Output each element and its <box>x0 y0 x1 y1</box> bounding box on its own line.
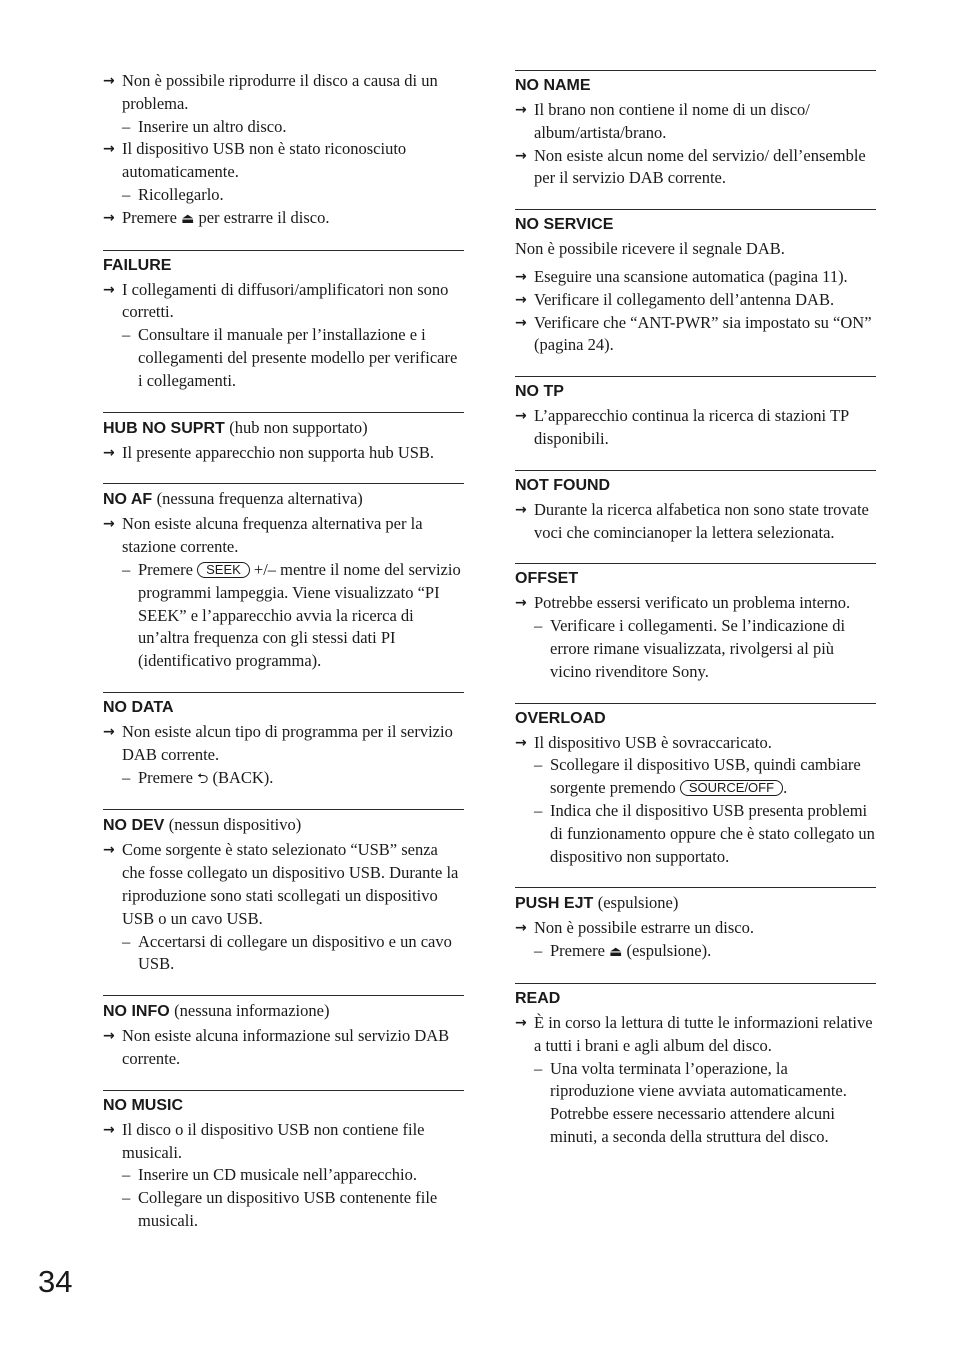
arrow-icon: → <box>515 291 527 308</box>
section-hub-no-suprt <box>103 412 464 465</box>
arrow-icon: → <box>515 314 527 331</box>
remedy-item <box>122 767 464 791</box>
arrow-icon: → <box>103 516 115 533</box>
section-heading <box>515 568 876 590</box>
arrow-icon: → <box>515 595 527 612</box>
arrow-icon: → <box>515 920 527 937</box>
arrow-icon: → <box>515 408 527 425</box>
error-term: NO INFO <box>103 1003 170 1021</box>
remedy-item <box>122 931 464 977</box>
cause-text: I collegamenti di diffusori/amplificatori non sono corretti. <box>122 279 449 322</box>
section-no-service <box>515 209 876 357</box>
section-no-af <box>103 483 464 673</box>
cause-item <box>103 1025 464 1071</box>
section-no-name <box>515 70 876 190</box>
error-gloss: (hub non supportato) <box>229 417 368 437</box>
cause-text-pre: Premere <box>122 207 177 227</box>
error-gloss: (nessuna frequenza alternativa) <box>156 489 363 509</box>
error-term: NO MUSIC <box>103 1096 183 1114</box>
cause-text: Non esiste alcuna frequenza alternativa per la stazione corrente. <box>122 514 423 557</box>
cause-item <box>515 266 876 289</box>
section-failure <box>103 250 464 393</box>
cause-text: Il brano non contiene il nome di un disco/ album/artista/brano. <box>534 100 810 142</box>
section-continued-causes <box>103 70 464 231</box>
error-term: PUSH EJT <box>515 895 594 913</box>
cause-item <box>103 442 464 465</box>
remedy-text-post: . <box>783 778 788 798</box>
page-number: 34 <box>38 1264 73 1299</box>
cause-text: Il presente apparecchio non supporta hub USB. <box>122 442 435 462</box>
error-term: NO DATA <box>103 698 174 716</box>
remedy-text-post: (BACK). <box>212 767 274 787</box>
cause-text: Non esiste alcun nome del servizio/ dell’ensemble per il servizio DAB corrente. <box>534 145 866 188</box>
cause-item <box>515 917 876 964</box>
cause-item <box>515 1012 876 1149</box>
cause-text: Potrebbe essersi verificato un problema interno. <box>534 593 851 613</box>
section-offset <box>515 563 876 683</box>
remedy-item <box>534 800 876 868</box>
source-off-button-label: SOURCE/OFF <box>680 780 783 796</box>
eject-icon: ⏏ <box>609 944 623 961</box>
right-column <box>515 70 876 1168</box>
section-no-info <box>103 995 464 1071</box>
arrow-icon: → <box>103 1028 115 1045</box>
arrow-icon: → <box>103 281 115 298</box>
error-term: NO TP <box>515 383 564 401</box>
remedy-item <box>122 1164 464 1187</box>
remedy-text-pre: Scollegare il dispositivo USB, quindi cambiare sorgente premendo <box>550 755 861 798</box>
cause-item <box>515 732 876 869</box>
cause-text: Il disco o il dispositivo USB non contiene file musicali. <box>122 1119 425 1162</box>
remedy-item <box>122 116 464 139</box>
cause-text: Verificare che “ANT-PWR” sia impostato su “ON” (pagina 24). <box>534 312 872 355</box>
seek-button-label: SEEK <box>197 562 250 578</box>
dash-icon: – <box>122 1165 131 1185</box>
remedy-text-pre: Premere <box>138 559 193 579</box>
remedy-item <box>122 324 464 392</box>
section-heading <box>103 255 464 277</box>
cause-text: Non è possibile riprodurre il disco a causa di un problema. <box>122 71 438 113</box>
section-intro: Non è possibile ricevere il segnale DAB. <box>515 239 785 259</box>
arrow-icon: → <box>515 147 527 164</box>
cause-item <box>515 499 876 545</box>
cause-item <box>515 289 876 312</box>
cause-text: È in corso la lettura di tutte le informazioni relative a tutti i brani e agli album del disco. <box>534 1012 873 1055</box>
dash-icon: – <box>122 325 131 345</box>
cause-item <box>515 405 876 451</box>
dash-icon: – <box>122 1188 131 1208</box>
section-heading <box>515 708 876 730</box>
error-term: HUB NO SUPRT <box>103 419 225 437</box>
remedy-text-post: +/– mentre il nome del servizio programmi lampeggia. Viene visualizzato “PI SEEK” e l’apparecchio avvia la ricerca di un’altra frequenza con gli stessi dati PI (identificativo programma). <box>138 559 461 671</box>
error-term: FAILURE <box>103 256 172 274</box>
arrow-icon: → <box>515 1014 527 1031</box>
remedy-text-pre: Premere <box>550 941 605 961</box>
remedy-text: Una volta terminata l’operazione, la riproduzione viene avviata automaticamente. Potrebbe essere necessario attendere alcuni minuti, a seconda della struttura del disco. <box>550 1058 847 1146</box>
eject-icon: ⏏ <box>181 210 195 227</box>
cause-item <box>103 721 464 790</box>
section-heading <box>515 381 876 403</box>
cause-item <box>103 839 464 976</box>
remedy-text: Verificare i collegamenti. Se l’indicazione di errore rimane visualizzata, rivolgersi al più vicino rivenditore Sony. <box>550 616 846 681</box>
remedy-item <box>534 940 876 964</box>
remedy-text: Consultare il manuale per l’installazione e i collegamenti del presente modello per verificare i collegamenti. <box>138 325 458 390</box>
arrow-icon: → <box>103 723 115 740</box>
cause-text: Il dispositivo USB non è stato riconosciuto automaticamente. <box>122 139 407 182</box>
arrow-icon: → <box>515 734 527 751</box>
remedy-text: Indica che il dispositivo USB presenta problemi di funzionamento oppure che è stato collegato un dispositivo non supportato. <box>550 800 875 866</box>
cause-text: Non esiste alcun tipo di programma per il servizio DAB corrente. <box>122 721 453 764</box>
remedy-item <box>534 754 876 800</box>
arrow-icon: → <box>103 141 115 158</box>
cause-item <box>515 145 876 191</box>
cause-item <box>103 513 464 673</box>
back-icon: ⮌ <box>197 770 209 787</box>
section-heading <box>103 417 464 440</box>
section-heading <box>515 214 876 236</box>
arrow-icon: → <box>103 444 115 461</box>
cause-item <box>103 1119 464 1233</box>
dash-icon: – <box>122 767 131 787</box>
cause-item <box>103 279 464 393</box>
error-term: NO SERVICE <box>515 216 614 234</box>
dash-icon: – <box>122 184 131 204</box>
cause-text: Durante la ricerca alfabetica non sono state trovate voci che comincianoper la lettera selezionata. <box>534 499 869 542</box>
cause-text: L’apparecchio continua la ricerca di stazioni TP disponibili. <box>534 406 849 448</box>
section-heading <box>103 1095 464 1117</box>
error-gloss: (nessuna informazione) <box>174 1001 330 1021</box>
arrow-icon: → <box>103 209 115 226</box>
section-no-music <box>103 1090 464 1233</box>
remedy-text: Inserire un altro disco. <box>138 116 287 136</box>
error-term: OFFSET <box>515 570 579 588</box>
dash-icon: – <box>534 755 543 775</box>
remedy-item <box>122 559 464 673</box>
cause-item <box>103 207 464 231</box>
section-read <box>515 983 876 1149</box>
cause-item <box>515 99 876 145</box>
section-heading <box>103 488 464 511</box>
dash-icon: – <box>122 931 131 951</box>
error-term: NO AF <box>103 491 153 509</box>
error-gloss: (espulsione) <box>597 893 679 913</box>
arrow-icon: → <box>515 501 527 518</box>
cause-text: Eseguire una scansione automatica (pagina 11). <box>534 266 848 286</box>
error-term: NO NAME <box>515 77 591 94</box>
cause-item <box>515 312 876 358</box>
remedy-item <box>122 184 464 207</box>
cause-text: Come sorgente è stato selezionato “USB” senza che fosse collegato un dispositivo USB. Durante la riproduzione sono stati scollegati un dispositivo USB o un cavo USB. <box>122 840 459 928</box>
section-heading <box>103 697 464 719</box>
error-term: READ <box>515 989 561 1007</box>
cause-item <box>103 138 464 206</box>
dash-icon: – <box>534 616 543 636</box>
remedy-text: Ricollegarlo. <box>138 184 224 204</box>
section-heading <box>515 892 876 915</box>
section-overload <box>515 703 876 869</box>
left-column <box>103 70 464 1252</box>
remedy-text-pre: Premere <box>138 767 193 787</box>
cause-text-post: per estrarre il disco. <box>198 207 330 227</box>
section-no-data <box>103 692 464 790</box>
remedy-item <box>534 1058 876 1149</box>
cause-text: Verificare il collegamento dell’antenna DAB. <box>534 289 835 309</box>
arrow-icon: → <box>103 1121 115 1138</box>
section-heading <box>103 814 464 837</box>
error-gloss: (nessun dispositivo) <box>168 815 302 835</box>
arrow-icon: → <box>515 102 527 118</box>
error-term: OVERLOAD <box>515 709 606 727</box>
remedy-item <box>534 615 876 683</box>
dash-icon: – <box>122 559 131 579</box>
dash-icon: – <box>534 800 543 820</box>
arrow-icon: → <box>103 73 115 89</box>
remedy-text: Inserire un CD musicale nell’apparecchio. <box>138 1165 418 1185</box>
section-heading <box>515 475 876 497</box>
dash-icon: – <box>534 1058 543 1078</box>
section-heading <box>515 988 876 1010</box>
dash-icon: – <box>534 941 543 961</box>
section-heading <box>103 1000 464 1023</box>
error-term: NOT FOUND <box>515 476 611 494</box>
error-term: NO DEV <box>103 817 165 835</box>
remedy-text-post: (espulsione). <box>626 941 712 961</box>
cause-item <box>515 592 876 683</box>
dash-icon: – <box>122 116 131 136</box>
section-push-ejt <box>515 887 876 964</box>
arrow-icon: → <box>103 842 115 859</box>
remedy-item <box>122 1187 464 1233</box>
cause-text: Non è possibile estrarre un disco. <box>534 918 754 938</box>
remedy-text: Collegare un dispositivo USB contenente file musicali. <box>138 1188 438 1230</box>
cause-item <box>103 70 464 138</box>
section-no-dev <box>103 809 464 976</box>
section-not-found <box>515 470 876 545</box>
cause-text: Il dispositivo USB è sovraccaricato. <box>534 732 772 752</box>
section-heading <box>515 75 876 97</box>
section-no-tp <box>515 376 876 451</box>
remedy-text: Accertarsi di collegare un dispositivo e un cavo USB. <box>138 931 452 974</box>
cause-text: Non esiste alcuna informazione sul servizio DAB corrente. <box>122 1026 450 1068</box>
arrow-icon: → <box>515 268 527 285</box>
